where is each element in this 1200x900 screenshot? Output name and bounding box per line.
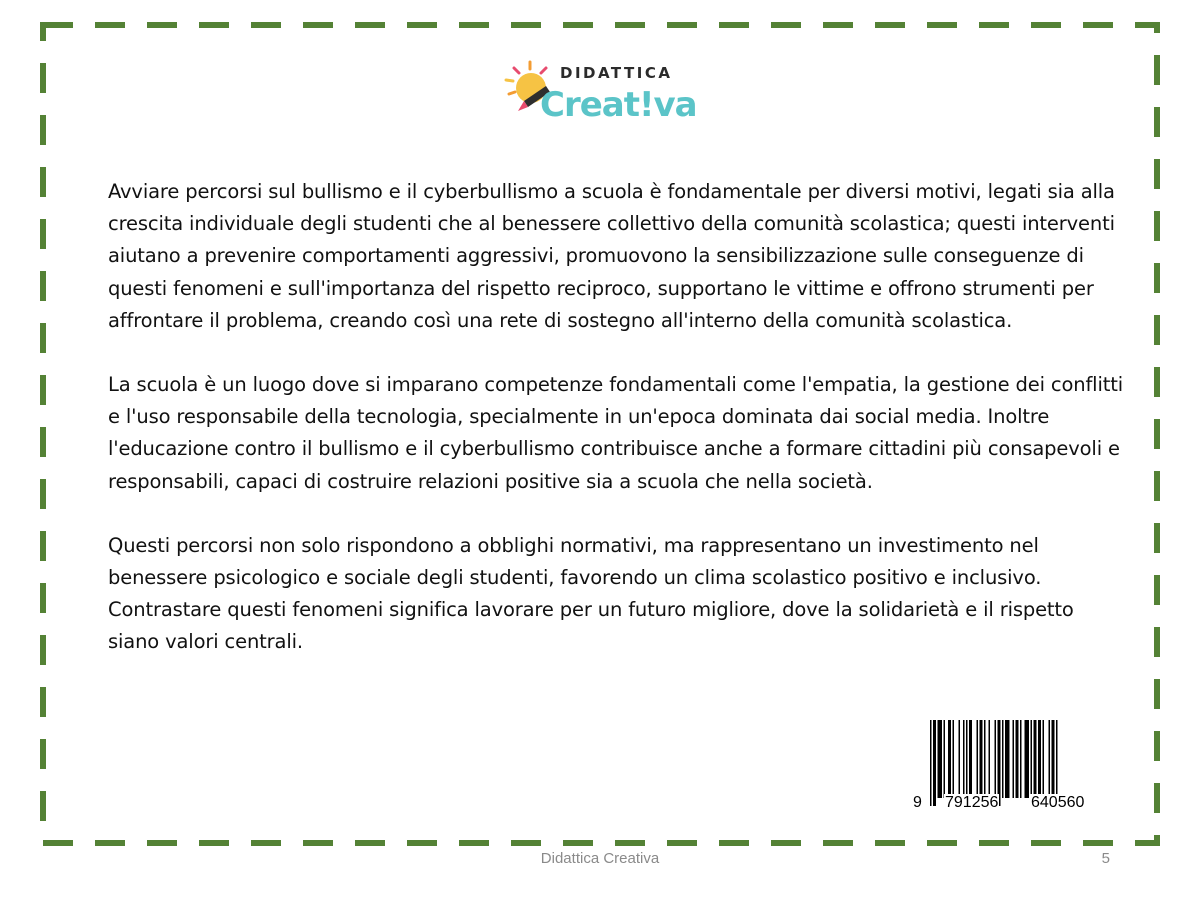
barcode-digit-first: 9 (913, 794, 922, 811)
isbn-barcode (910, 718, 1110, 818)
barcode-bar (1025, 720, 1030, 798)
barcode-bar (989, 720, 991, 798)
barcode-digits-group1: 791256 (945, 794, 999, 811)
didattica-creativa-logo (500, 56, 700, 128)
barcode-digits-group2: 640560 (1031, 794, 1085, 811)
barcode-bar (959, 720, 961, 798)
barcode-bar (1002, 720, 1004, 798)
barcode-bar (1005, 720, 1010, 798)
barcode-bar (980, 720, 983, 798)
barcode-bar (984, 720, 986, 798)
barcode-bar (1049, 720, 1051, 798)
barcode-bar (977, 720, 979, 798)
logo-line2: Creat!va (540, 85, 697, 125)
barcode-bar (1016, 720, 1019, 798)
barcode-bar (1031, 720, 1033, 798)
barcode-bar (1043, 720, 1045, 798)
barcode-bar (966, 720, 968, 798)
paragraph-2: La scuola è un luogo dove si imparano competenze fondamentali come l'empatia, la gestione dei conflitti e l'uso responsabile della tecnologia, specialmente in un'epoca dominata dai social media. Inoltre l'educazione contro il bullismo e il cyberbullismo contribuisce anche a formare cittadini più consapevoli e responsabili, capaci di costruire relazioni positive sia a scuola che nella società. (108, 373, 1123, 493)
barcode-bar (1020, 720, 1022, 798)
barcode-bar (1038, 720, 1041, 798)
barcode-bar (953, 720, 955, 798)
body-text (108, 176, 1128, 691)
paragraph-3: Questi percorsi non solo rispondono a obblighi normativi, ma rappresentano un investimento nel benessere psicologico e sociale degli studenti, favorendo un clima scolastico positivo e inclusivo. Contrastare questi fenomeni significa lavorare per un futuro migliore, dove la solidarietà e il rispetto siano valori centrali. (108, 533, 1074, 654)
logo-line1: DIDATTICA (560, 64, 673, 82)
barcode-bar (1052, 720, 1055, 798)
barcode-bar (963, 720, 965, 798)
barcode-bar (944, 720, 946, 798)
paragraph-1: Avviare percorsi sul bullismo e il cyberbullismo a scuola è fondamentale per diversi motivi, legati sia alla crescita individuale degli studenti che al benessere collettivo della comunità scolastica; questi interventi aiutano a prevenire comportamenti aggressivi, promuovono la sensibilizzazione sulle conseguenze di questi fenomeni e sull'importanza del rispetto reciproco, supportano le vittime e offrono strumenti per affrontare il problema, creando così una rete di sostegno all'interno della comunità scolastica. (108, 180, 1115, 332)
barcode-bar (938, 720, 943, 798)
footer-title: Didattica Creativa (540, 850, 660, 867)
barcode-bar (1013, 720, 1015, 798)
barcode-bar (1034, 720, 1037, 798)
barcode-bar (969, 720, 972, 798)
barcode-bar (948, 720, 951, 798)
page-number: 5 (1101, 850, 1110, 867)
